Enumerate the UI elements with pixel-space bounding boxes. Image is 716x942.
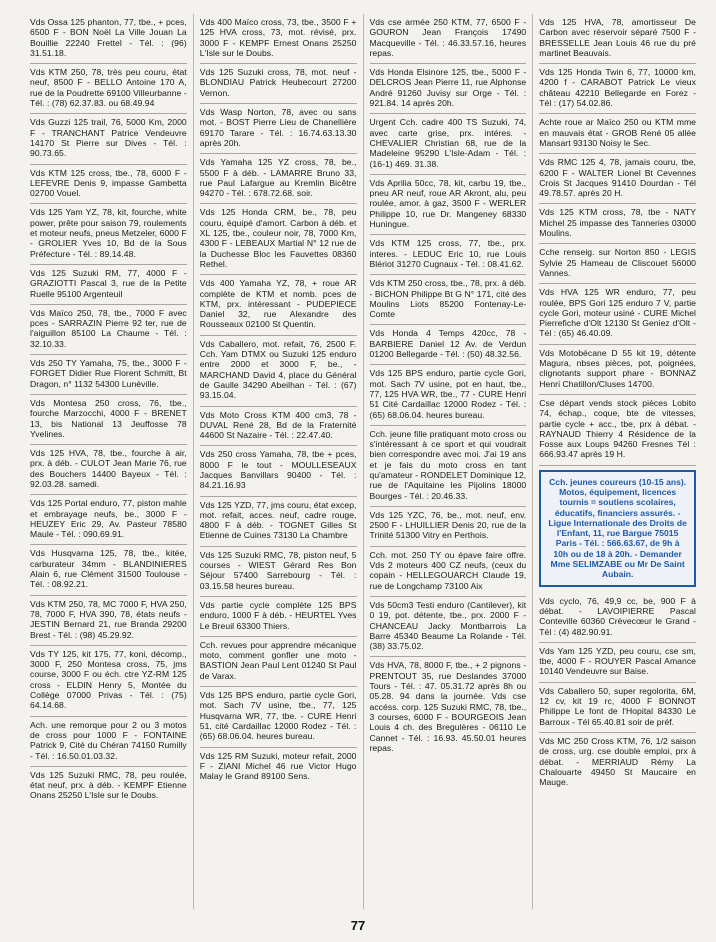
classified-ad: Vds KTM 250 cross, tbe., 78, prx. à déb. - BICHON Philippe Bt G N° 171, cité des Moulins Liots 85200 Fontenay-Le-Comte: [370, 275, 527, 325]
classified-ad: Vds 400 Maïco cross, 73, tbe., 3500 F + 125 HVA cross, 73, mot. révisé, prx. 3000 F - KEMPF Ernest Onans 25250 L'Isle sur le Doubs.: [200, 14, 357, 64]
classified-ad: Vds partie cycle complète 125 BPS enduro, 1000 F à déb. - HEURTEL Yves Le Breuil 63300 Thiers.: [200, 597, 357, 637]
classified-ad: Vds 50cm3 Testi enduro (Cantilever), kit 0 19, pot. détente, tbe., prx. 2000 F - CHANCEAU Jacky Montbarrois La Barre 45340 Beaume La Rolande - Tél. (38) 33.75.02.: [370, 597, 527, 657]
classified-ad: Vds RMC 125 4, 78, jamais couru, tbe, 6200 F - WALTER Lionel Bt Cevennes Crois St Jacques 91410 Dourdan - Tél 49.78.57. après 20 H.: [539, 154, 696, 204]
classified-ad: Vds MC 250 Cross KTM, 76, 1/2 saison de cross, urg. cse double emploi, prx à débat. - MERRIAUD Rémy La Chalouarte 49450 St Maucaire en Mauge.: [539, 735, 696, 788]
column-1: [24, 14, 193, 909]
classified-ad: Vds Honda Elsinore 125, tbe., 5000 F - DELCROS Jean Pierre 11, rue Alphonse André 91260 Juvisy sur Orge - Tél. : 921.84. 14 après 20h.: [370, 64, 527, 114]
classified-ad: Vds KTM 125 cross, 77, tbe., prx. interes. - LEDUC Eric 10, rue Louis Blériot 31270 Cugnaux - Tél. : 08.41.62.: [370, 235, 527, 275]
classified-ad: Vds Yamaha 125 YZ cross, 78, be., 5500 F à déb. - LAMARRE Bruno 33, rue Paul Lafargue au Kremlin Bicêtre 94270 - Tél. : 678.72.68. soir.: [200, 154, 357, 204]
classified-ad: Vds Maïco 250, 78, tbe., 7000 F avec pces - SARRAZIN Pierre 92 ter, rue de l'aiguillon 85100 La Chaume - Tél. : 32.10.33.: [30, 305, 187, 355]
classified-ad: Vds Ossa 125 phanton, 77, tbe., + pces, 6500 F - BON Noël La Ville Jouan La Bouillie 22240 Frettel - Tél. : (96) 31.51.18.: [30, 14, 187, 64]
promo-box: Cch. jeunes coureurs (10-15 ans). Motos, équipement, licences tournis = soutiens scolaires, éducatifs, financiers assurés. - Ligue Internationale des Droits de l'Enfant, 11, rue Bargue 75015 Paris - Tél. : 566.63.67, de 9h à 10h ou de 18 à 20h. - Demander Mme SELIMZABE ou Mr De Saint Aubain.: [539, 470, 696, 587]
classified-ad: Vds KTM 125 cross, tbe., 78, 6000 F - LEFEVRE Denis 9, impasse Gambetta 02700 Vouel.: [30, 165, 187, 205]
classified-ad: Vds KTM 250, 78, très peu couru, état neuf, 8500 F - BELLO Antoine 170 A, rue de la Poudrette 69100 Villeurbanne - Tél. : (78) 62.37.83. ou 68.49.94: [30, 64, 187, 114]
classified-ad: Vds 125 YZD, 77, jms couru, état excep, mot. refait, acces. neuf, cadre rouge, 4800 F à déb. - TOGNET Gilles St Etienne de Cuines 73130 La Chambre: [200, 497, 357, 547]
classified-ad: Vds 250 cross Yamaha, 78, tbe + pces, 8000 F le tout - MOULLESEAUX Jacques Banvillars 90400 - Tél. : 84.21.16.93: [200, 446, 357, 496]
classified-ad: Vds Montesa 250 cross, 76, tbe., fourche Marzocchi, 4000 F - BRENET 13, bis National 13 Jeuffosse 78 Yvelines.: [30, 395, 187, 445]
column-3: [363, 14, 533, 909]
classified-ad: Vds Motobécane D 55 kit 19, détente Magura, nbses pièces, pot, poignées, clignotants support phare - BONNAZ Henri Chatillon/Cluses 14700.: [539, 345, 696, 395]
classified-ad: Vds Honda 4 Temps 420cc, 78 - BARBIERE Daniel 12 Av. de Verdun 01200 Bellegarde - Tél. : (50) 48.32.56.: [370, 325, 527, 365]
classified-ad: Vds HVA, 78, 8000 F, tbe., + 2 pignons - PRENTOUT 35, rue Deslandes 37000 Tours - Tél. : 47. 05.31.72 après 8h ou 05.28. 94 dans la journée. Vds cse accéss. corp. 125 Suzuki RMC, 78, tbe., 3 courses, 6000 F - BOURGEOIS Jean Louis 4 ch. des Bregulères - 06110 Le Cannet - Tél. : 16.93. 45.50.01 heures repas.: [369, 660, 527, 753]
classified-ad: Vds KTM 250, 78, MC 7000 F, HVA 250, 78, 7000 F, HVA 390, 78, états neufs - JESTIN Bernard 21, rue Branda 29200 Brest - Tél. : (98) 45.29.92.: [30, 596, 187, 646]
classified-ad: Vds 125 Suzuki RMC, 78, piston neuf, 5 courses - WIEST Gérard Res Bon Séjour 57400 Sarrebourg - Tél. : 03.15.58 heures bureau.: [200, 547, 357, 597]
classified-ad: Cche renseig. sur Norton 850 - LEGIS Sylvie 25 Hameau de Cliscouet 56000 Vannes.: [539, 244, 696, 284]
classified-ad: Vds Yam 125 YZD, peu couru, cse sm, tbe, 4000 F - ROUYER Pascal Amance 10140 Vendeuvre sur Baise.: [539, 643, 696, 683]
classified-ad: Vds 125 BPS enduro, partie cycle Gori, mot. Sach 7V usine, tbe., 77, 125 Husqvarna WR, 77, tbe. - CURE Henri 51, cité Cardaillac 12000 Rodez - Tél. : (65) 68.06.04. heures bureau.: [200, 687, 357, 747]
classified-ad: Vds 125 YZC, 76, be., mot. neuf, env. 2500 F - LHUILLIER Denis 20, rue de la Trinité 51300 Vitry en Perthois.: [370, 507, 527, 547]
classified-ad: Vds 125 BPS enduro, partie cycle Gori, mot. Sach 7V usine, pot en haut, tbe., 77, 125 HVA WR, tbe., 77 - CURE Henri 51 Cité Cardaillac 12000 Rodez - Tél. : (65) 68.06.04. heures bureau.: [370, 365, 527, 425]
classified-ad: Urgent Cch. cadre 400 TS Suzuki, 74, avec carte grise, prx. intéres. - CHEVALIER Christian 68, rue de la Madeleine 95290 L'Isle-Adam - Tél. : (16-1) 469. 31.38.: [370, 114, 527, 174]
classified-ad: Vds 125 Suzuki RMC, 78, peu roulée, état neuf, prx. à déb. - KEMPF Etienne Onans 25250 L'Isle sur le Doubs.: [30, 769, 187, 801]
classified-ad: Cse départ vends stock pièces Lobito 74, échap., coque, bte de vitesses, partie cycle + acc., tbe, prx à débat. - RAYNAUD Thierry 4 Résidence de la Fosse aux Loups 94260 Fresnes Tél : 666.93.47 après 19 H.: [539, 395, 696, 466]
classified-ad: Vds 400 Yamaha YZ, 78, + roue AR complète de KTM et nomb. pces de KTM, prx. intéressant - PUDEPIECE Daniel 32, rue Alexandre des Rousseaux 02100 St Quentin.: [200, 275, 357, 335]
classified-ad: Vds Husqvarna 125, 78, tbe., kitée, carburateur 34mm - BLANDINIERES Alain 6, rue Clément 31500 Toulouse - Tél. : 08.92.21.: [30, 545, 187, 595]
page-number: 77: [350, 918, 366, 933]
classified-ad: Vds Wasp Norton, 78, avec ou sans mot. - BOST Pierre Lieu de Chanellière 69170 Tarare - Tél. : 16.74.63.13.30 après 20h.: [200, 104, 357, 154]
classified-ad: Vds 125 Honda Twin 6, 77, 10000 km, 4200 f - CARABOT Patrick Le vieux château 42210 Bellegarde en Forez - Tél : (17) 54.02.86.: [539, 64, 696, 114]
classified-ad: Vds cse armée 250 KTM, 77, 6500 F - GOURON Jean François 17490 Macqueville - Tél. : 46.33.57.16, heures repas.: [370, 14, 527, 64]
classified-ad: Vds HVA 125 WR enduro, 77, peu roulée, BPS Gori 125 enduro 7 V, partie cycle Gori, moteur usiné - CURE Michel Pierrefiche d'Olt 12130 St Geniez d'Olt - Tél : (65) 46.40.09.: [539, 284, 696, 344]
classified-ad: Vds 125 Portal enduro, 77, piston mahle et embrayage neufs, be., 3000 F - HEUZEY Eric 29, Av. Pasteur 78580 Maule - Tél. : 090.69.91.: [30, 495, 187, 545]
classified-ad: Vds 125 HVA, 78, tbe., fourche à air, prx. à déb. - CULOT Jean Marie 76, rue des Bouchers 14400 Bayeux - Tél. : 92.03.28. samedi.: [30, 445, 187, 495]
classified-ad: Vds Aprilia 50cc, 78, kit, carbu 19, tbe., pneu AR neuf, roue AR Akront, alu, peu roulée, amor. à gaz, 3500 F - WERLER Philippe 10, rue Dr. Mangeney 68330 Huningue.: [370, 175, 527, 235]
column-4: [532, 14, 702, 909]
classified-ad: Vds 125 KTM cross, 78, tbe - NATY Michel 25 impasse des Tanneries 03000 Moulins.: [539, 204, 696, 244]
classified-ad: Vds 125 HVA, 78, amortisseur De Carbon avec réservoir séparé 7500 F - BRESSELLE Jean Louis 46 rue du pré martinet Beauvais.: [539, 14, 696, 64]
classified-ad: Vds Caballero, mot. refait, 76, 2500 F. Cch. Yam DTMX ou Suzuki 125 enduro entre 2000 et 3000 F, be., - MARCHAND David 4, place du Général de Gaulle 34290 Abeilhan - Tél. : (67) 93.15.04.: [200, 336, 357, 407]
classified-ad: Vds 125 Suzuki RM, 77, 4000 F - GRAZIOTTI Pascal 3, rue de la Petite Ruelle 95100 Argenteuil: [30, 265, 187, 305]
classified-ad: Vds Moto Cross KTM 400 cm3, 78 - DUVAL René 28, Bd de la Fraternité 44600 St Nazaire - Tél. : 22.47.40.: [200, 407, 357, 447]
column-2: [193, 14, 363, 909]
classified-ad: Cch. revues pour apprendre mécanique moto, comment gonfler une moto - BASTION Jean Paul Lent 01240 St Paul de Varax.: [200, 637, 357, 687]
classified-ad: Vds Caballero 50, super regolorita, 6M, 12 cv, kit 19 rc, 4000 F BONNOT Philippe Le font de l'Hopital 84330 Le Barroux - Tél 65.40.81 soir de préf.: [539, 683, 696, 733]
classified-ad: Achte roue ar Maïco 250 ou KTM mme en mauvais état - GROB René 05 allée Mansart 93130 Noisy le Sec.: [539, 114, 696, 154]
classified-ad: Vds 125 Honda CRM, be., 78, peu couru, équipé d'amort. Carbon à déb. et XL 125, tbe., couleur noir, 78, 7000 Km, 4300 F - LEBEAUX Martial N° 12 rue de la Duchesse Bloc les Fauvettes 08360 Rethel.: [200, 204, 357, 275]
classified-ad: Vds Guzzi 125 trail, 76, 5000 Km, 2000 F - TRANCHANT Patrice Vendeuvre 14170 St Pierre sur Dives - Tél. : 90.73.65.: [30, 114, 187, 164]
classified-ad: Vds 125 Suzuki cross, 78, mot. neuf - BLONDIAU Patrick Heubecourt 27200 Vernon.: [200, 64, 357, 104]
classified-ad: Vds 125 RM Suzuki, moteur refait, 2000 F - ZIANI Michel 46 rue Victor Hugo Malay le Grand 89100 Sens.: [199, 750, 357, 782]
classified-ad: Vds TY 125, kit 175, 77, koni, décomp., 3000 F, 250 Montesa cross, 75, jms course, 3000 F ou éch. ctre YZ-RM 125 cross - ELDIN Henry 5, Montée du Collège 07000 Privas - Tél. : (75) 64.14.68.: [30, 646, 187, 717]
classified-ad: Vds cyclo, 76, 49,9 cc, be, 900 F à débat. - LAVOIPIERRE Pascal Conteville 60360 Crèvecœur le Grand - Tél : (4) 482.90.91.: [539, 593, 696, 643]
classifieds-page: [24, 14, 702, 909]
classified-ad: Vds 250 TY Yamaha, 75, tbe., 3000 F - FORGET Didier Rue Florent Schmitt, Bt Dragon, n° 1132 54300 Lunéville.: [30, 355, 187, 395]
classified-ad: Cch. jeune fille pratiquant moto cross ou s'intéressant à ce sport et qui voudrait bien correspondre avec moi. J'ai 19 ans et je fais du moto cross en tant qu'amateur - RONDELET Dominique 12, rue de l'Aquitaine les Pijolins 18000 Bourges - Tél. : 20.46.33.: [370, 426, 527, 507]
classified-ad: Ach. une remorque pour 2 ou 3 motos de cross pour 1000 F - FONTAINE Patrick 9, Cité du Chéran 74150 Rumilly - Tél. : 16.50.01.03.32.: [30, 717, 187, 767]
classified-ad: Cch. mot. 250 TY ou épave faire offre. Vds 2 moteurs 400 CZ neufs, (ceux du copain - HELLEGOUARCH Claude 19, rue de Longchamp 73100 Aix: [370, 547, 527, 597]
classified-ad: Vds 125 Yam YZ, 78, kit, fourche, white power, prête pour saison 79, roulements et moteur neufs, pneus Metzeler, 6000 F - GROLIER Yves 10, Bd de la Sous Préfecture - Tél. : 89.14.48.: [30, 204, 187, 264]
